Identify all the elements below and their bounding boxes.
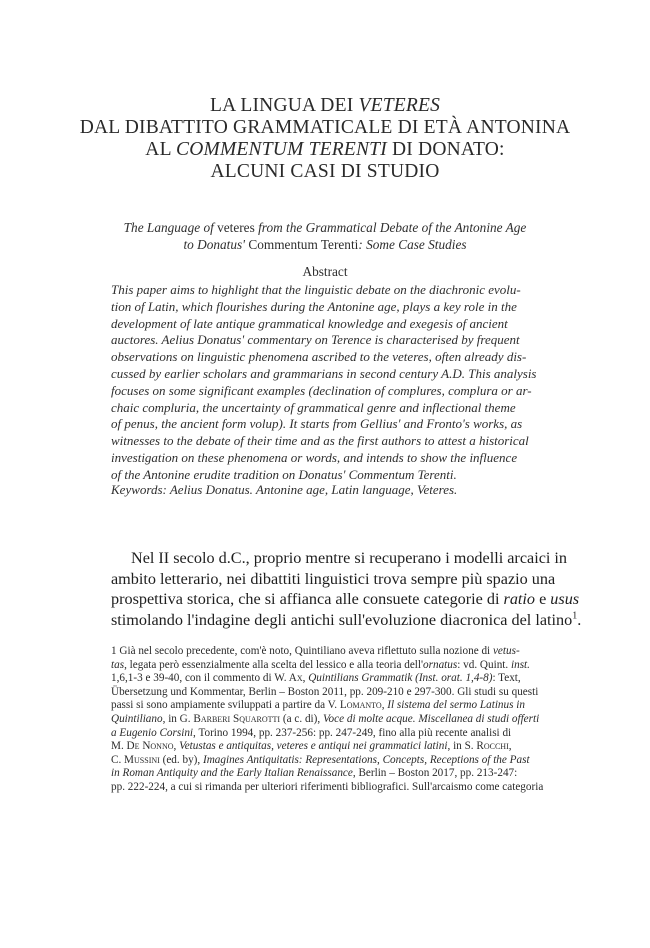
abstract-line: observations on linguistic phenomena ascribed to the veteres, often already dis- [111,349,527,365]
abstract-line: development of late antique grammatical knowledge and exegesis of ancient [111,315,508,331]
abstract-line: cussed by earlier scholars and grammarians in second century A.D. This analysis [111,365,537,381]
footnote-line: M. De Nonno, Vetustas e antiquitas, veteres e antiqui nei grammatici latini, in S. Rocchi, [111,740,512,753]
english-title [100,219,550,253]
abstract-text [111,282,541,484]
footnote-line: 1,6,1-3 e 39-40, con il commento di W. Ax, Quintilians Grammatik (Inst. orat. 1,4-8): Text, [111,672,521,685]
abstract-line: chaic compluria, the uncertainty of grammatical genre and inflectional theme [111,399,516,415]
english-title-line-2: to Donatus' Commentum Terenti: Some Case Studies [183,237,467,252]
footnote-number: 1 [111,645,117,657]
body-line: Nel II secolo d.C., proprio mentre si recuperano i modelli arcaici in [131,549,568,567]
abstract-line: focuses on some significant examples (declination of complures, complura or ar- [111,382,532,398]
body-paragraph [111,548,582,630]
footnote-line: a Eugenio Corsini, Torino 1994, pp. 237-256: pp. 247-249, fino alla più recente analisi di [111,726,512,739]
keywords: Keywords: Aelius Donatus. Antonine age, Latin language, Veteres. [111,482,458,497]
abstract-line: auctores. Aelius Donatus' commentary on Terence is characterised by frequent [111,332,520,348]
abstract-heading: Abstract [302,264,348,279]
body-line: stimolando l'indagine degli antichi sull'evoluzione diacronica del latino$^1$. [111,610,582,629]
abstract-line: This paper aims to highlight that the linguistic debate on the diachronic evolu- [111,282,521,297]
title-line-3: AL COMMENTUM TERENTI DI DONATO: [145,139,505,160]
abstract-line: investigation on these phenomena or words, and intends to show the influence [111,449,518,465]
abstract-line: of the Antonine erudite tradition on Donatus' Commentum Terenti. [111,466,457,482]
footnote-reference[interactable]: 1 [572,610,578,622]
title-line-1: LA LINGUA DEI VETERES [209,95,441,116]
footnote-1 [111,645,543,795]
footnote-line: Übersetzung und Kommentar, Berlin – Boston 2011, pp. 209-210 e 297-300. Gli studi su questi [111,685,539,698]
footnote-line: 1 Già nel secolo precedente, com'è noto, Quintiliano aveva riflettuto sulla nozione di vetus- [111,645,520,657]
body-line: prospettiva storica, che si affianca alle consuete categorie di ratio e usus [111,590,580,608]
body-line: ambito letterario, nei dibattiti linguistici trova sempre più spazio una [111,569,556,588]
footnote-line: pp. 222-224, a cui si rimanda per ulteriori riferimenti bibliografici. Sull'arcaismo come categoria [111,780,544,793]
english-title-line-1: The Language of veteres from the Grammatical Debate of the Antonine Age [123,220,527,235]
title-line-4: ALCUNI CASI DI STUDIO [210,161,440,182]
footnote-line: in Roman Antiquity and the Early Italian Renaissance, Berlin – Boston 2017, pp. 213-247: [111,767,518,780]
title-line-2: DAL DIBATTITO GRAMMATICALE DI ETÀ ANTONINA [79,117,571,138]
abstract-line: tion of Latin, which flourishes during the Antonine age, plays a key role in the [111,298,517,314]
article-title [60,95,590,183]
footnote-line: Quintiliano, in G. Barberi Squarotti (a c. di), Voce di molte acque. Miscellanea di studi offerti [111,712,540,725]
footnote-line: C. Mussini (ed. by), Imagines Antiquitatis: Representations, Concepts, Receptions of the Past [111,753,530,766]
footnote-line: passi si sono ampiamente sviluppati a partire da V. Lomanto, Il sistema del sermo Latinus in [111,699,525,712]
footnote-line: tas, legata però essenzialmente alla scelta del lessico e alla teoria dell'ornatus: vd. Quint. inst. [111,658,530,671]
abstract-line: witnesses to the debate of their time and as the first authors to attest a historical [111,433,529,449]
abstract-line: of penus, the ancient form volup). It starts from Gellius' and Fronto's works, as [111,416,523,432]
